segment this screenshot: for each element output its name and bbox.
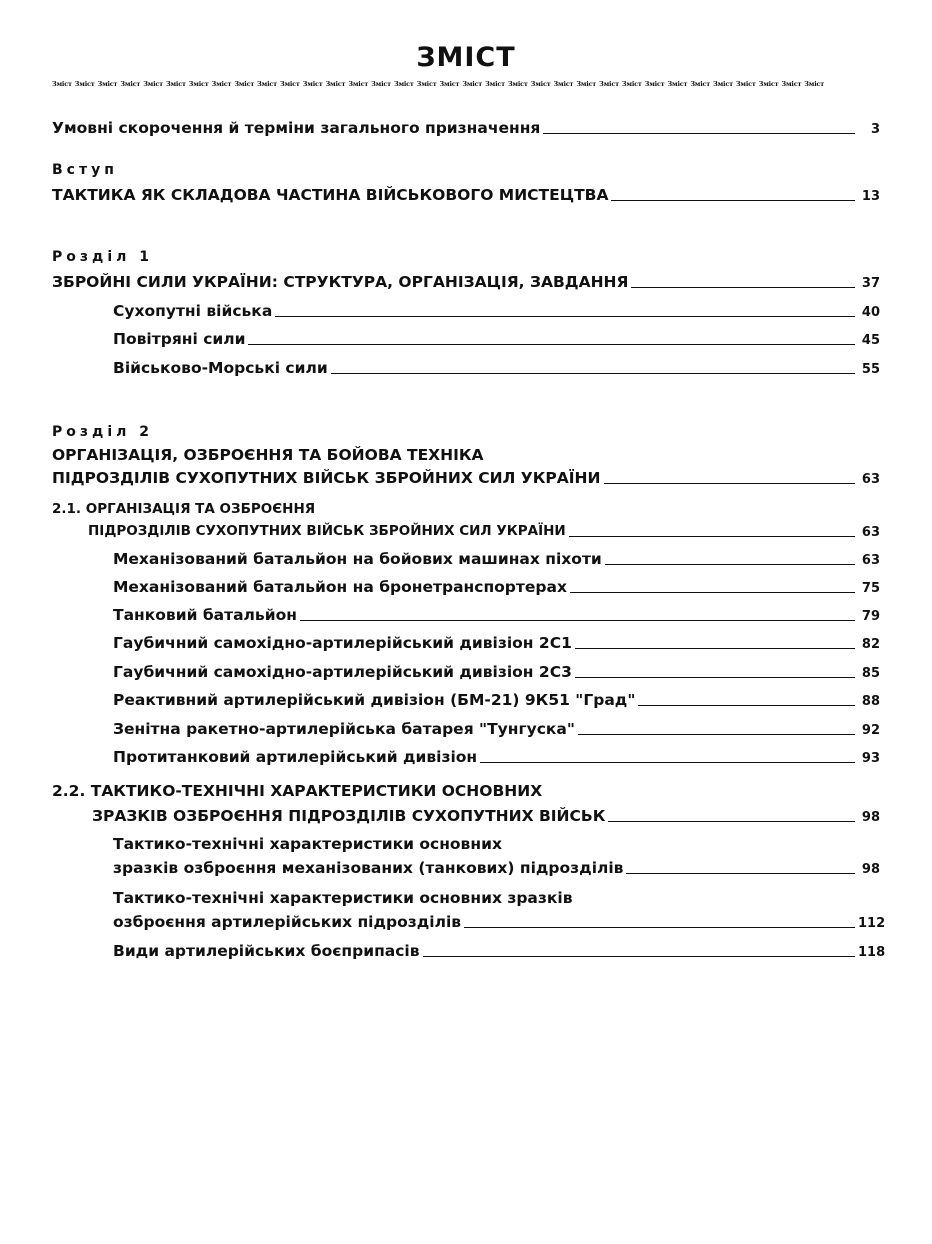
strip-word: Зміст xyxy=(507,80,528,88)
dot-leader xyxy=(578,734,855,735)
toc-entry-1-3[interactable] xyxy=(113,357,880,379)
strip-word: Зміст xyxy=(74,80,95,88)
strip-word: Зміст xyxy=(143,80,163,88)
toc-entry-2-1-1[interactable] xyxy=(113,548,880,570)
toc-page-number: 63 xyxy=(861,553,880,568)
toc-page-number: 3 xyxy=(870,122,880,137)
strip-word: Зміст xyxy=(439,80,460,88)
dot-leader xyxy=(464,927,855,928)
section-label-intro: Вступ xyxy=(52,162,118,178)
toc-entry-section-2[interactable] xyxy=(52,467,880,489)
toc-entry-2-1-6[interactable] xyxy=(113,689,880,711)
toc-page-number: 63 xyxy=(861,472,880,487)
toc-entry-text-line1: 2.1. ОРГАНІЗАЦІЯ ТА ОЗБРОЄННЯ xyxy=(52,501,316,517)
toc-page-number: 40 xyxy=(861,305,880,320)
toc-entry-2-1-3[interactable] xyxy=(113,604,880,626)
toc-entry-text: ПІДРОЗДІЛІВ СУХОПУТНИХ ВІЙСЬК ЗБРОЙНИХ СИЛ УКРАЇНИ xyxy=(88,523,566,539)
section-label-2: Розділ 2 xyxy=(52,424,153,440)
dot-leader xyxy=(543,133,855,134)
dot-leader xyxy=(611,200,855,201)
toc-page-number: 88 xyxy=(861,694,880,709)
toc-page-number: 93 xyxy=(861,751,880,766)
toc-page-number: 92 xyxy=(861,723,880,738)
dot-leader xyxy=(423,956,855,957)
strip-word: Зміст xyxy=(735,80,756,88)
toc-entry-2-2-3[interactable] xyxy=(113,940,886,962)
toc-entry-text: Види артилерійських боєприпасів xyxy=(113,942,420,960)
toc-entry-text: Механізований батальйон на бронетранспортерах xyxy=(113,578,567,596)
toc-entry-text: Сухопутні війська xyxy=(113,302,273,320)
toc-entry-1-1[interactable] xyxy=(113,300,880,322)
toc-entry-section-1[interactable] xyxy=(52,271,880,293)
strip-word: Зміст xyxy=(758,80,779,88)
toc-page-number: 55 xyxy=(861,362,880,377)
toc-page-number: 63 xyxy=(861,525,880,540)
strip-word: Зміст xyxy=(188,80,209,88)
toc-entry-text: Умовні скорочення й терміни загального призначення xyxy=(52,119,541,137)
strip-word: Зміст xyxy=(211,80,232,88)
strip-word: Зміст xyxy=(485,80,505,88)
strip-word: Зміст xyxy=(804,80,825,88)
toc-entry-2-1-2[interactable] xyxy=(113,576,880,598)
toc-page-number: 112 xyxy=(858,916,886,931)
dot-leader xyxy=(638,705,855,706)
toc-entry-text: озброєння артилерійських підрозділів xyxy=(113,913,462,931)
section-label-1: Розділ 1 xyxy=(52,249,153,265)
strip-word: Зміст xyxy=(120,80,141,88)
strip-word: Зміст xyxy=(621,80,642,88)
toc-entry-abbreviations[interactable] xyxy=(52,117,880,139)
dot-leader xyxy=(570,592,855,593)
toc-entry-text: Гаубичний самохідно-артилерійський дивізіон 2С1 xyxy=(113,634,572,652)
strip-word: Зміст xyxy=(302,80,323,88)
strip-word: Зміст xyxy=(553,80,574,88)
strip-word: Зміст xyxy=(690,80,711,88)
strip-word: Зміст xyxy=(97,80,118,88)
toc-entry-text-line1: 2.2. ТАКТИКО-ТЕХНІЧНІ ХАРАКТЕРИСТИКИ ОСНОВНИХ xyxy=(52,782,543,800)
toc-entry-2-1-8[interactable] xyxy=(113,746,880,768)
dot-leader xyxy=(631,287,855,288)
strip-word: Зміст xyxy=(576,80,597,88)
toc-entry-text-line1: ОРГАНІЗАЦІЯ, ОЗБРОЄННЯ ТА БОЙОВА ТЕХНІКА xyxy=(52,446,484,464)
toc-entry-text: Реактивний артилерійський дивізіон (БМ-21) 9К51 "Град" xyxy=(113,691,636,709)
dot-leader xyxy=(300,620,855,621)
toc-page-number: 82 xyxy=(861,637,880,652)
toc-entry-text: ТАКТИКА ЯК СКЛАДОВА ЧАСТИНА ВІЙСЬКОВОГО МИСТЕЦТВА xyxy=(52,186,609,204)
dot-leader xyxy=(605,564,855,565)
toc-page-number: 85 xyxy=(861,666,880,681)
strip-word: Зміст xyxy=(713,80,733,88)
strip-word: Зміст xyxy=(667,80,688,88)
title-underline-strip xyxy=(52,78,880,90)
toc-page-number: 118 xyxy=(858,945,886,960)
toc-page-number: 98 xyxy=(861,862,880,877)
strip-word: Зміст xyxy=(530,80,551,88)
toc-entry-1-2[interactable] xyxy=(113,328,880,350)
toc-entry-text: Танковий батальйон xyxy=(113,606,297,624)
strip-word: Зміст xyxy=(325,80,346,88)
strip-word: Зміст xyxy=(393,80,414,88)
toc-entry-text: Зенітна ракетно-артилерійська батарея "Тунгуска" xyxy=(113,720,575,738)
dot-leader xyxy=(575,648,855,649)
toc-entry-text-line1: Тактико-технічні характеристики основних зразків xyxy=(113,889,573,907)
strip-word: Зміст xyxy=(462,80,483,88)
toc-entry-text: Механізований батальйон на бойових машинах піхоти xyxy=(113,550,602,568)
toc-page-number: 45 xyxy=(861,333,880,348)
strip-word: Зміст xyxy=(416,80,437,88)
toc-entry-text: Протитанковий артилерійський дивізіон xyxy=(113,748,478,766)
toc-page-number: 75 xyxy=(861,581,880,596)
strip-word: Зміст xyxy=(644,80,665,88)
toc-entry-text-line1: Тактико-технічні характеристики основних xyxy=(113,835,502,853)
toc-entry-text: Гаубичний самохідно-артилерійський дивізіон 2С3 xyxy=(113,663,572,681)
dot-leader xyxy=(569,536,855,537)
strip-word: Зміст xyxy=(348,80,369,88)
toc-entry-text: Повітряні сили xyxy=(113,330,246,348)
toc-entry-text: ЗБРОЙНІ СИЛИ УКРАЇНИ: СТРУКТУРА, ОРГАНІЗАЦІЯ, ЗАВДАННЯ xyxy=(52,273,629,291)
strip-word: Зміст xyxy=(234,80,255,88)
toc-entry-2-2-1[interactable] xyxy=(113,857,880,879)
toc-entry-2-1[interactable] xyxy=(88,520,880,542)
strip-word: Зміст xyxy=(257,80,277,88)
toc-entry-intro[interactable] xyxy=(52,184,880,206)
strip-word: Зміст xyxy=(599,80,619,88)
toc-entry-2-1-7[interactable] xyxy=(113,718,880,740)
dot-leader xyxy=(575,677,855,678)
toc-page-number: 37 xyxy=(861,276,880,291)
toc-entry-2-2-2[interactable] xyxy=(113,911,886,933)
toc-entry-text: ПІДРОЗДІЛІВ СУХОПУТНИХ ВІЙСЬК ЗБРОЙНИХ СИЛ УКРАЇНИ xyxy=(52,469,601,487)
strip-word: Зміст xyxy=(781,80,802,88)
dot-leader xyxy=(480,762,855,763)
dot-leader xyxy=(626,873,855,874)
dot-leader xyxy=(331,373,855,374)
strip-word: Зміст xyxy=(165,80,186,88)
toc-entry-text: Військово-Морські сили xyxy=(113,359,328,377)
strip-word: Зміст xyxy=(279,80,300,88)
page-title: ЗМІСТ xyxy=(416,42,516,73)
toc-entry-2-2[interactable] xyxy=(92,805,880,827)
toc-page-number: 98 xyxy=(861,810,880,825)
dot-leader xyxy=(275,316,855,317)
toc-entry-text: ЗРАЗКІВ ОЗБРОЄННЯ ПІДРОЗДІЛІВ СУХОПУТНИХ ВІЙСЬК xyxy=(92,807,606,825)
strip-word: Зміст xyxy=(371,80,391,88)
toc-entry-2-1-4[interactable] xyxy=(113,632,880,654)
strip-word: Зміст xyxy=(52,80,72,88)
toc-entry-text: зразків озброєння механізованих (танкових) підрозділів xyxy=(113,859,624,877)
toc-entry-2-1-5[interactable] xyxy=(113,661,880,683)
toc-page-number: 13 xyxy=(861,189,880,204)
dot-leader xyxy=(608,821,855,822)
dot-leader xyxy=(248,344,855,345)
toc-page-number: 79 xyxy=(861,609,880,624)
dot-leader xyxy=(604,483,856,484)
